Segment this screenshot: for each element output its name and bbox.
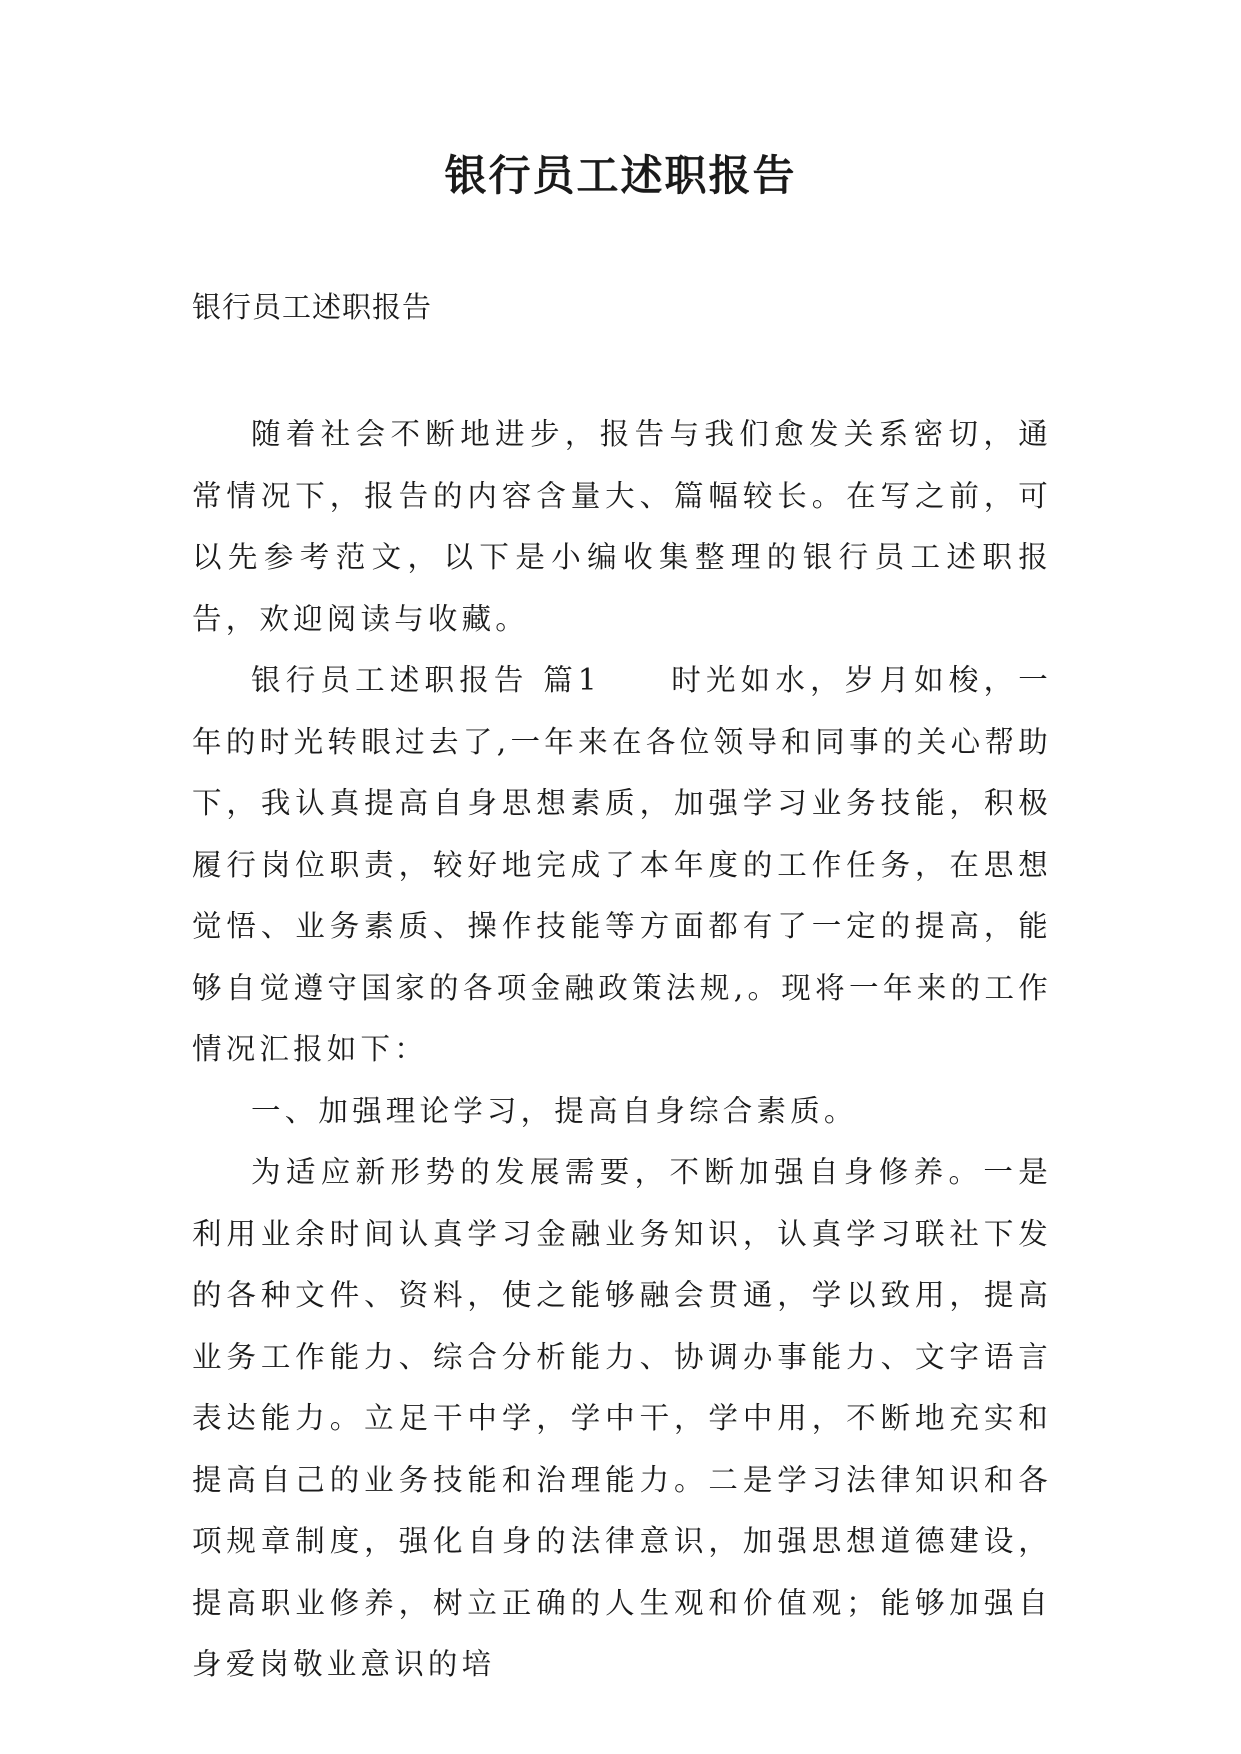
paragraph-section-1: 银行员工述职报告 篇1 时光如水，岁月如梭，一年的时光转眼过去了,一年来在各位领导和同事的关心帮助下，我认真提高自身思想素质，加强学习业务技能，积极履行岗位职责，较好地完成了本年度的工作任务，在思想觉悟、业务素质、操作技能等方面都有了一定的提高，能够自觉遵守国家的各项金融政策法规,。现将一年来的工作情况汇报如下：: [192, 663, 1052, 1066]
document-subtitle: 银行员工述职报告: [192, 290, 433, 324]
document-body: [192, 404, 1052, 1696]
paragraph-body-1: 为适应新形势的发展需要，不断加强自身修养。一是利用业余时间认真学习金融业务知识，认真学习联社下发的各种文件、资料，使之能够融会贯通，学以致用，提高业务工作能力、综合分析能力、协调办事能力、文字语言表达能力。立足干中学，学中干，学中用，不断地充实和提高自己的业务技能和治理能力。二是学习法律知识和各项规章制度，强化自身的法律意识，加强思想道德建设，提高职业修养，树立正确的人生观和价值观；能够加强自身爱岗敬业意识的培: [192, 1155, 1052, 1681]
document-title: 银行员工述职报告: [444, 151, 797, 200]
paragraph-heading-1: 一、加强理论学习，提高自身综合素质。: [251, 1093, 858, 1128]
paragraph-intro: 随着社会不断地进步，报告与我们愈发关系密切，通常情况下，报告的内容含量大、篇幅较长。在写之前，可以先参考范文，以下是小编收集整理的银行员工述职报告，欢迎阅读与收藏。: [192, 417, 1052, 636]
